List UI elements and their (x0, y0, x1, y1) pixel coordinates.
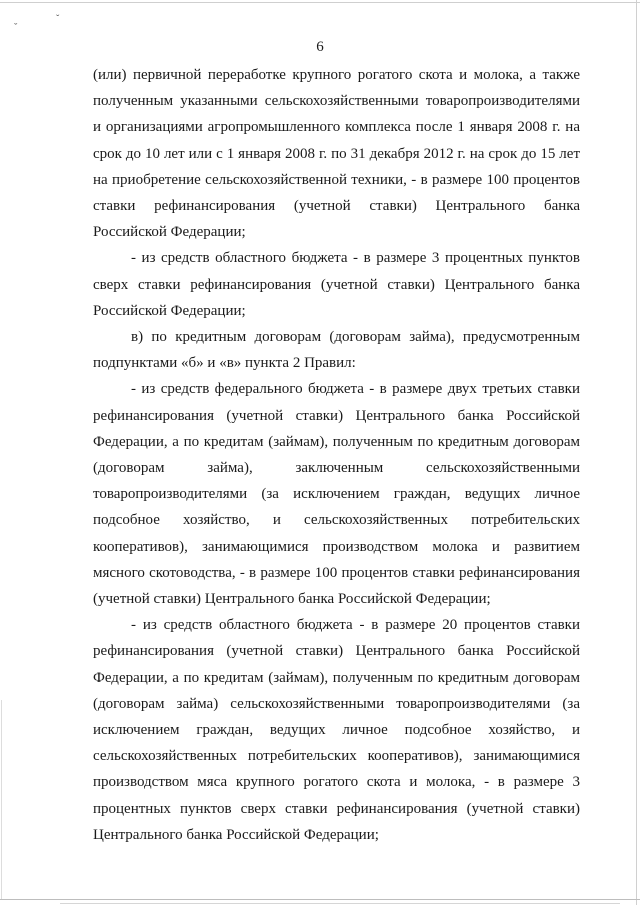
paragraph: - из средств областного бюджета - в размере 20 процентов ставки рефинансирования (учетной ставки) Центрального банка Российской Федерации, а по кредитам (займам), полученным по кредитным договорам (договорам займа) сельскохозяйственными товаропроизводителями (за исключением граждан, ведущих личное подсобное хозяйство, и сельскохозяйственных потребительских кооперативов), занимающимися производством мяса крупного рогатого скота и молока, - в размере 3 процентных пунктов сверх ставки рефинансирования (учетной ставки) Центрального банка Российской Федерации; (93, 617, 580, 843)
document-body (93, 62, 580, 848)
scan-speck-mark: ˬ (14, 14, 18, 25)
page-number: 6 (316, 39, 324, 55)
paragraph: в) по кредитным договорам (договорам займа), предусмотренным подпунктами «б» и «в» пункта 2 Правил: (93, 329, 580, 372)
scan-edge-bottom-inner (60, 903, 620, 904)
scan-edge-top (0, 2, 640, 3)
scan-edge-right (636, 0, 637, 905)
scan-edge-left (1, 700, 2, 900)
scan-speck-mark: ˇ (56, 14, 60, 25)
paragraph: - из средств федерального бюджета - в размере двух третьих ставки рефинансирования (учетной ставки) Центрального банка Российской Федерации, а по кредитам (займам), полученным по кредитным договорам (договорам займа), заключенным сельскохозяйственными товаропроизводителями (за исключением граждан, ведущих личное подсобное хозяйство, и сельскохозяйственных потребительских кооперативов), занимающимися производством молока и развитием мясного скотоводства, - в размере 100 процентов ставки рефинансирования (учетной ставки) Центрального банка Российской Федерации; (93, 381, 580, 608)
scan-edge-bottom (0, 899, 640, 900)
paragraph: - из средств областного бюджета - в размере 3 процентных пунктов сверх ставки рефинансирования (учетной ставки) Центрального банка Российской Федерации; (93, 250, 580, 319)
paragraph: (или) первичной переработке крупного рогатого скота и молока, а также полученным указанными сельскохозяйственными товаропроизводителями и организациями агропромышленного комплекса после 1 января 2008 г. на срок до 10 лет или с 1 января 2008 г. по 31 декабря 2012 г. на срок до 15 лет на приобретение сельскохозяйственной техники, - в размере 100 процентов ставки рефинансирования (учетной ставки) Центрального банка Российской Федерации; (93, 67, 580, 241)
